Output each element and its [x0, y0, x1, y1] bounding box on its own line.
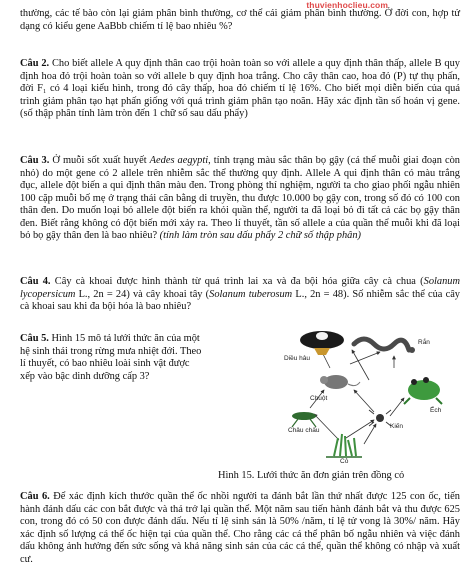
question-4-label: Câu 4.	[20, 276, 51, 287]
question-5-label: Câu 5.	[20, 333, 49, 344]
question-6-label: Câu 6.	[20, 491, 50, 502]
question-6	[20, 491, 460, 566]
frog-icon	[404, 377, 442, 404]
question-3-species: Aedes aegypti	[149, 155, 209, 166]
food-web-figure	[214, 328, 464, 463]
question-5-text: Hình 15 mô tả lưới thức ăn của một hệ sinh thái trong rừng mưa nhiệt đới. Theo lí thuyết, có bao nhiêu loài sinh vật được xếp vào bậc dinh dưỡng cấp 3?	[20, 333, 202, 382]
question-2-label: Câu 2.	[20, 58, 50, 69]
question-3-label: Câu 3.	[20, 155, 50, 166]
locust-label: Châu chấu	[288, 427, 320, 434]
eagle-label: Diều hâu	[284, 355, 311, 362]
intro-paragraph	[20, 8, 460, 33]
question-4-text-2: L., 2n = 24) và cây khoai tây (	[75, 288, 210, 300]
question-4-species-2: Solanum tuberosum	[209, 288, 293, 300]
watermark: thuvienhoclieu.com	[306, 0, 388, 10]
question-3-note: (tính làm tròn sau dấu phẩy 2 chữ số thập phân)	[159, 230, 362, 241]
question-4-species-1: Solanum lycopersicum	[20, 276, 461, 300]
frog-label: Ếch	[430, 407, 442, 414]
question-3-text-1: Ở muỗi sốt xuất huyết	[49, 155, 150, 166]
question-4-text-1: Cây cà khoai được hình thành từ quá trình lai xa và đa bội hóa giữa cây cà chua (	[50, 276, 424, 287]
question-4-text-3: L., 2n = 48). Số nhiễm sắc thể của cây cà khoai sau khi đa bội hóa là bao nhiêu?	[20, 288, 461, 312]
question-3	[20, 155, 460, 243]
snake-label: Rắn	[418, 339, 430, 346]
mouse-label: Chuột	[310, 395, 328, 402]
spider-icon	[369, 410, 391, 426]
figure-caption: Hình 15. Lưới thức ăn đơn giản trên đồng cỏ	[218, 470, 405, 481]
question-4	[20, 276, 460, 314]
question-3-text-2: , tính trạng màu sắc thân bọ gậy (cá thể muỗi giai đoạn còn nhỏ) do một gene có 2 allele trên nhiễm sắc thể thường quy định. Allele A qui định thân có màu trắng đục, allele đột biến a qui định thân màu đen. Trong phòng thí nghiệm, người ta cho giao phối ngẫu nhiên 100 cặp muỗi bố mẹ ở trạng thái cân bằng di truyền, thu được 10.000 bọ gậy con, trong số đó có 100 con thân đen. Do muốn loại bỏ allele đột biến ra khỏi quần thể, người ta đã loại bỏ đi tất cả các bọ gậy thân đen. Biết rằng không có đột biến mới xảy ra. Theo lí thuyết, tần số allele a của quần thể muỗi khi đã loại bỏ bọ gậy thân đen là bao nhiêu?	[20, 155, 460, 241]
snake-icon	[354, 339, 415, 353]
eagle-icon	[300, 331, 344, 355]
grass-icon	[326, 434, 362, 457]
locust-icon	[292, 412, 316, 427]
question-5	[20, 333, 206, 383]
grass-label: Cỏ	[340, 458, 349, 463]
mouse-icon	[320, 375, 360, 389]
intro-text: thường, các tế bào còn lại giảm phân bình thường, cơ thể cái giảm phân bình thường. Ở đời con, hợp tử dạng có kiểu gene AaBbb chiếm tỉ lệ bao nhiêu %?	[20, 8, 460, 32]
question-2	[20, 58, 460, 121]
question-2-text: Cho biết allele A quy định thân cao trội hoàn toàn so với allele a quy định thân thấp, allele B quy định hoa đỏ trội hoàn toàn so với allele b quy định hoa trắng. Cho cây thân cao, hoa đỏ (P) tự thụ phấn, đời F₁ có 4 loại kiểu hình, trong đó cây thấp, hoa đỏ chiếm tỉ lệ 16%. Cho biết mọi diễn biến của quá trình giảm phân tạo hạt phấn giống với quá trình giảm phân tạo noãn. Hãy xác định tần số hoán vị gene. (số thập phân tính làm tròn đến 1 chữ số sau dấu phẩy)	[20, 58, 460, 119]
spider-label: Kiến	[390, 423, 404, 430]
question-6-text: Để xác định kích thước quần thể ốc nhồi người ta đánh bắt lần thứ nhất được 125 con ốc, tiến hành đánh dấu các con bắt được và thả trở lại quần thể. Một năm sau tiến hành đánh bắt và thu được 625 con, trong đó có 50 con được đánh dấu. Nếu tỉ lệ sinh sản là 50% /năm, tỉ lệ tử vong là 30%/ năm. Hãy xác định số lượng cá thể ốc hiện tại của quần thể. Cho rằng các cá thể phân bố ngẫu nhiên và việc đánh dấu không ảnh hưởng đến sức sống và khả năng sinh sản của các cá thể, quần thể không có nhập và xuất cư.	[20, 491, 460, 565]
